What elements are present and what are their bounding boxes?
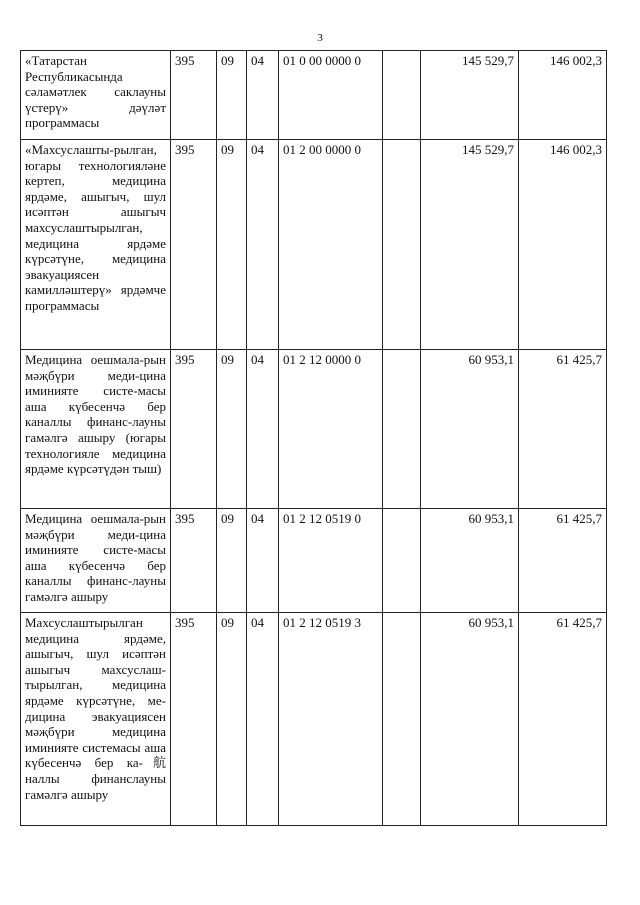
subsection-code-cell: 04 xyxy=(247,51,279,140)
budget-table xyxy=(20,50,607,826)
target-article-cell: 01 2 00 0000 0 xyxy=(279,140,383,350)
amount-year2-cell: 146 002,3 xyxy=(519,140,607,350)
amount-year1-cell: 145 529,7 xyxy=(421,51,519,140)
section-code-cell: 09 xyxy=(217,51,247,140)
subsection-code-cell: 04 xyxy=(247,613,279,826)
expense-type-cell xyxy=(383,350,421,509)
target-article-cell: 01 2 12 0519 0 xyxy=(279,509,383,613)
table-row xyxy=(21,350,607,509)
table-row xyxy=(21,613,607,826)
target-article-cell: 01 2 12 0519 3 xyxy=(279,613,383,826)
expense-type-cell xyxy=(383,140,421,350)
amount-year2-cell: 61 425,7 xyxy=(519,509,607,613)
ministry-code-cell: 395 xyxy=(171,51,217,140)
section-code-cell: 09 xyxy=(217,350,247,509)
subsection-code-cell: 04 xyxy=(247,140,279,350)
subsection-code-cell: 04 xyxy=(247,509,279,613)
amount-year1-cell: 60 953,1 xyxy=(421,509,519,613)
ministry-code-cell: 395 xyxy=(171,140,217,350)
amount-year2-cell: 61 425,7 xyxy=(519,350,607,509)
amount-year2-cell: 146 002,3 xyxy=(519,51,607,140)
target-article-cell: 01 0 00 0000 0 xyxy=(279,51,383,140)
expense-type-cell xyxy=(383,613,421,826)
ministry-code-cell: 395 xyxy=(171,509,217,613)
amount-year2-cell: 61 425,7 xyxy=(519,613,607,826)
subsection-code-cell: 04 xyxy=(247,350,279,509)
page-number: 3 xyxy=(317,32,323,44)
table-row xyxy=(21,509,607,613)
ministry-code-cell: 395 xyxy=(171,350,217,509)
amount-year1-cell: 60 953,1 xyxy=(421,613,519,826)
amount-year1-cell: 60 953,1 xyxy=(421,350,519,509)
program-name-cell: Махсуслаштырылган медицина ярдәме, ашыгыч, шул исәптән ашыгыч махсуслаш-тырылган, медицина ярдәме күрсәтүне, ме-дицина эвакуациясен мәҗбүри медицина иминияте системасы аша күбесенчә бер ка-航 наллы финанслауны гамәлгә ашыру xyxy=(21,613,171,826)
program-name-cell: «Махсуслашты-рылган, югары технологияләне кертеп, медицина ярдәме, ашыгыч, шул исәптән ашыгыч махсуслаштырылган, медицина ярдәме күрсәтүне, медицина эвакуациясен камилләштерү» ярдәмче программасы xyxy=(21,140,171,350)
section-code-cell: 09 xyxy=(217,613,247,826)
program-name-cell: Медицина оешмала-рын мәҗбүри меди-цина иминияте систе-масы аша күбесенчә бер каналлы финанс-лауны гамәлгә ашыру xyxy=(21,509,171,613)
expense-type-cell xyxy=(383,509,421,613)
table-row xyxy=(21,140,607,350)
target-article-cell: 01 2 12 0000 0 xyxy=(279,350,383,509)
section-code-cell: 09 xyxy=(217,140,247,350)
program-name-cell: Медицина оешмала-рын мәҗбүри меди-цина иминияте систе-масы аша күбесенчә бер каналлы финанс-лауны гамәлгә ашыру (югары технологияле медицина ярдәме күрсәтүдән тыш) xyxy=(21,350,171,509)
expense-type-cell xyxy=(383,51,421,140)
amount-year1-cell: 145 529,7 xyxy=(421,140,519,350)
program-name-cell: «Татарстан Республикасында сәламәтлек саклауны үстерү» дәүләт программасы xyxy=(21,51,171,140)
table-row xyxy=(21,51,607,140)
ministry-code-cell: 395 xyxy=(171,613,217,826)
section-code-cell: 09 xyxy=(217,509,247,613)
